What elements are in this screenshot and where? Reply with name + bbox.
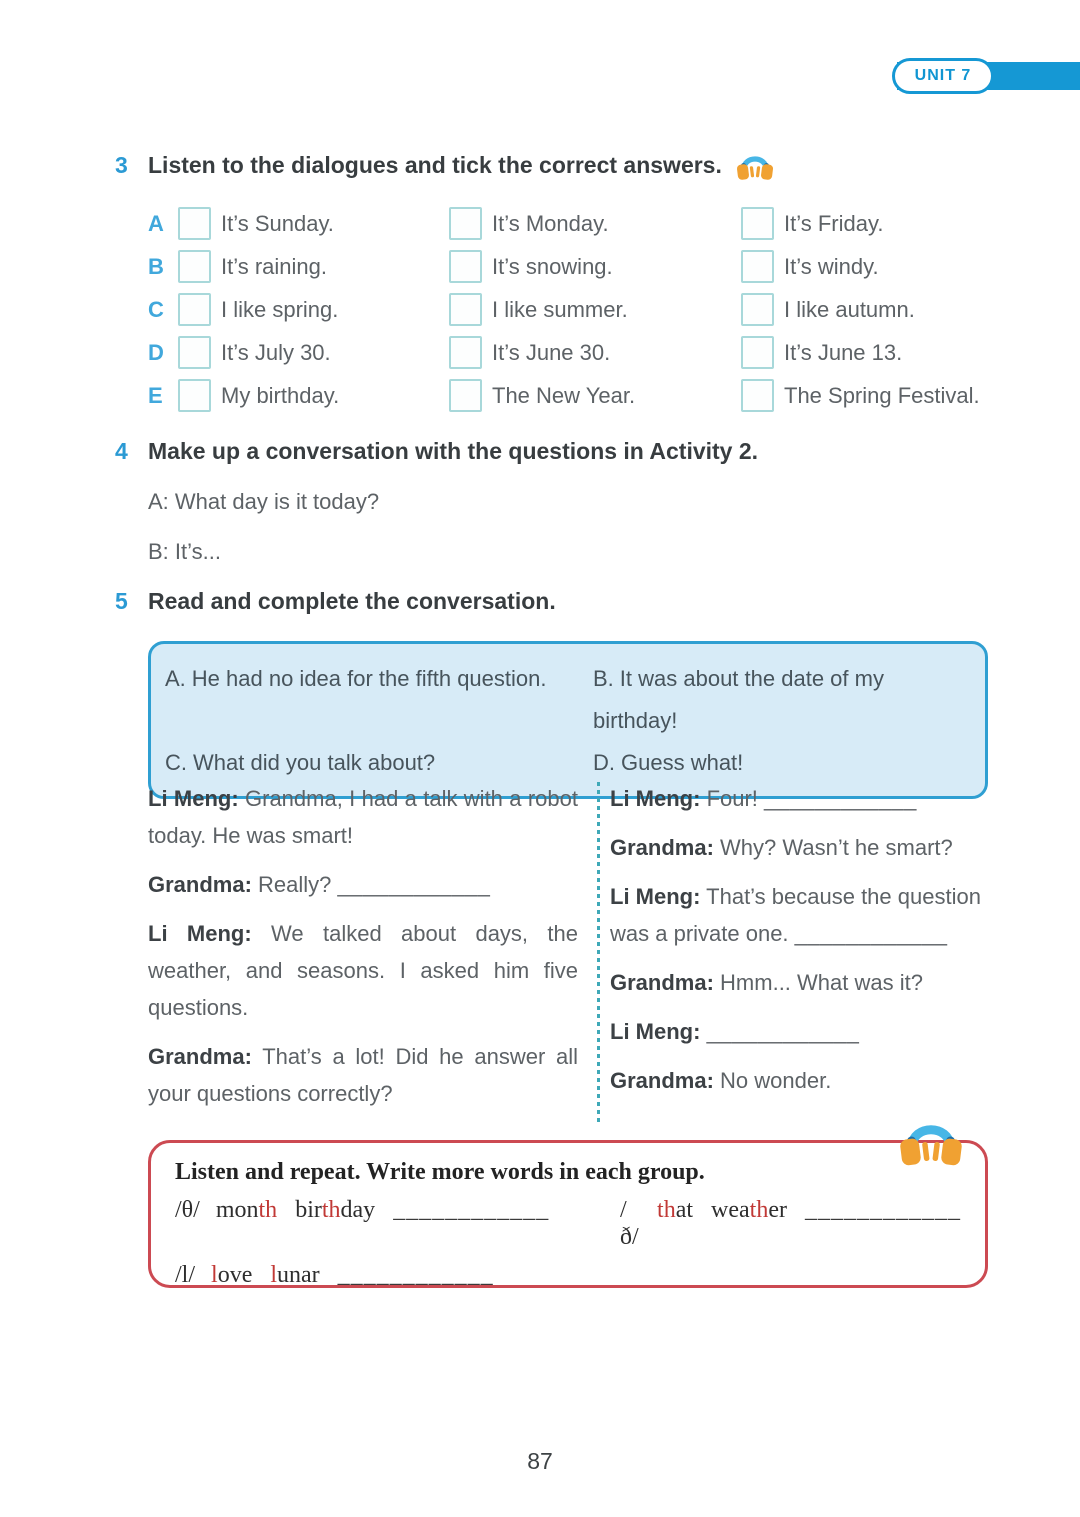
activity-3-number: 3 xyxy=(115,151,128,178)
dialogue-line: Grandma: Hmm... What was it? xyxy=(610,970,923,995)
dialogue-line: Grandma: No wonder. xyxy=(610,1068,832,1093)
option-label: The Spring Festival. xyxy=(784,382,980,408)
example-line: B: It’s... xyxy=(148,539,221,564)
checkbox[interactable] xyxy=(449,379,482,412)
options-row xyxy=(165,742,971,784)
column-divider xyxy=(597,782,600,1124)
unit-badge-label: UNIT 7 xyxy=(914,67,972,84)
dialogue-line: Li Meng: Grandma, I had a talk with a robot today. He was smart! xyxy=(148,786,578,848)
dialogue-line: Grandma: Really? ____________ xyxy=(148,872,491,897)
answer-option-c: C. What did you talk about? xyxy=(165,750,436,775)
checkbox[interactable] xyxy=(741,336,774,369)
activity-4-title: Make up a conversation with the questions in Activity 2. xyxy=(148,438,759,464)
phonics-word: love xyxy=(211,1262,253,1288)
phonics-title: Listen and repeat. Write more words in each group. xyxy=(175,1159,705,1185)
answer-option-b: B. It was about the date of my birthday! xyxy=(593,666,884,733)
tick-row-d xyxy=(148,331,995,374)
activity-4-header xyxy=(115,438,995,465)
phonics-row xyxy=(175,1197,961,1251)
row-letter: E xyxy=(148,382,163,408)
dialogue-line: Grandma: That’s a lot! Did he answer all your questions correctly? xyxy=(148,1044,578,1106)
phonics-group-theta xyxy=(175,1197,620,1251)
answer-options-box xyxy=(148,641,988,799)
dialogue-line: Li Meng: We talked about days, the weather, and seasons. I asked him five questions. xyxy=(148,921,578,1020)
option-label: The New Year. xyxy=(492,382,636,408)
fill-in-blank[interactable]: ____________ xyxy=(794,921,948,946)
ipa-symbol: /ð/ xyxy=(620,1197,639,1250)
option-label: It’s windy. xyxy=(784,253,879,279)
checkbox[interactable] xyxy=(178,250,211,283)
tick-row-b xyxy=(148,245,995,288)
row-letter: D xyxy=(148,339,164,365)
unit-badge xyxy=(892,58,994,94)
answer-option-d: D. Guess what! xyxy=(593,750,744,775)
checkbox[interactable] xyxy=(449,336,482,369)
option-label: It’s raining. xyxy=(221,253,327,279)
activity-3-header xyxy=(115,148,995,182)
phonics-row xyxy=(175,1262,961,1289)
option-label: It’s July 30. xyxy=(221,339,331,365)
activity-3-title: Listen to the dialogues and tick the correct answers. xyxy=(148,151,722,178)
option-label: My birthday. xyxy=(221,382,340,408)
option-label: It’s Sunday. xyxy=(221,210,334,236)
option-label: I like autumn. xyxy=(784,296,915,322)
phonics-word: that xyxy=(657,1197,694,1223)
fill-in-blank[interactable]: ____________ xyxy=(706,1019,860,1044)
row-letter: C xyxy=(148,296,164,322)
unit-bar xyxy=(897,62,1080,90)
fill-in-blank[interactable]: ____________ xyxy=(764,786,917,811)
checkbox[interactable] xyxy=(741,293,774,326)
headphones-icon xyxy=(899,1111,963,1174)
activity-5-title: Read and complete the conversation. xyxy=(148,588,556,614)
activity-5-number: 5 xyxy=(115,588,128,614)
ipa-symbol: /l/ xyxy=(175,1262,196,1288)
dialogue-line: Li Meng: ____________ xyxy=(610,1019,860,1044)
checkbox[interactable] xyxy=(178,207,211,240)
conversation xyxy=(148,780,1010,1124)
headphones-icon xyxy=(736,148,774,182)
page-number: 87 xyxy=(527,1448,553,1474)
checkbox[interactable] xyxy=(178,379,211,412)
option-label: It’s Monday. xyxy=(492,210,609,236)
activity-4 xyxy=(115,438,995,565)
option-label: It’s Friday. xyxy=(784,210,884,236)
activity-3 xyxy=(115,148,995,417)
option-label: I like summer. xyxy=(492,296,628,322)
ipa-symbol: /θ/ xyxy=(175,1197,200,1223)
phonics-word: month xyxy=(215,1197,278,1223)
option-label: It’s June 13. xyxy=(784,339,903,365)
fill-in-blank[interactable]: ____________ xyxy=(337,1262,494,1288)
tick-answer-grid xyxy=(148,202,995,417)
checkbox[interactable] xyxy=(741,250,774,283)
phonics-word: lunar xyxy=(270,1262,320,1288)
checkbox[interactable] xyxy=(741,379,774,412)
option-label: I like spring. xyxy=(221,296,339,322)
activity-5-header xyxy=(115,588,995,615)
answer-option-a: A. He had no idea for the fifth question. xyxy=(165,666,547,691)
checkbox[interactable] xyxy=(449,250,482,283)
phonics-group-eth xyxy=(620,1197,961,1251)
conversation-right-column xyxy=(610,780,1010,1124)
checkbox[interactable] xyxy=(178,336,211,369)
activity-5 xyxy=(115,588,995,799)
checkbox[interactable] xyxy=(178,293,211,326)
fill-in-blank[interactable]: ____________ xyxy=(337,872,491,897)
example-line: A: What day is it today? xyxy=(148,489,380,514)
checkbox[interactable] xyxy=(449,207,482,240)
conversation-left-column xyxy=(148,780,578,1124)
phonics-group-l xyxy=(175,1262,494,1289)
checkbox[interactable] xyxy=(741,207,774,240)
phonics-word: birthday xyxy=(295,1197,376,1223)
tick-row-a xyxy=(148,202,995,245)
tick-row-e xyxy=(148,374,995,417)
dialogue-line: Li Meng: Four! ____________ xyxy=(610,786,917,811)
checkbox[interactable] xyxy=(449,293,482,326)
phonics-box xyxy=(148,1140,988,1288)
dialogue-line: Li Meng: That’s because the question was a private one. ____________ xyxy=(610,884,981,946)
tick-row-c xyxy=(148,288,995,331)
option-label: It’s snowing. xyxy=(492,253,613,279)
options-row xyxy=(165,658,971,742)
fill-in-blank[interactable]: ____________ xyxy=(805,1197,961,1223)
dialogue-line: Grandma: Why? Wasn’t he smart? xyxy=(610,835,953,860)
option-label: It’s June 30. xyxy=(492,339,611,365)
row-letter: B xyxy=(148,253,164,279)
row-letter: A xyxy=(148,210,164,236)
fill-in-blank[interactable]: ____________ xyxy=(393,1197,550,1223)
activity-4-number: 4 xyxy=(115,438,128,464)
phonics-word: weather xyxy=(711,1197,787,1223)
